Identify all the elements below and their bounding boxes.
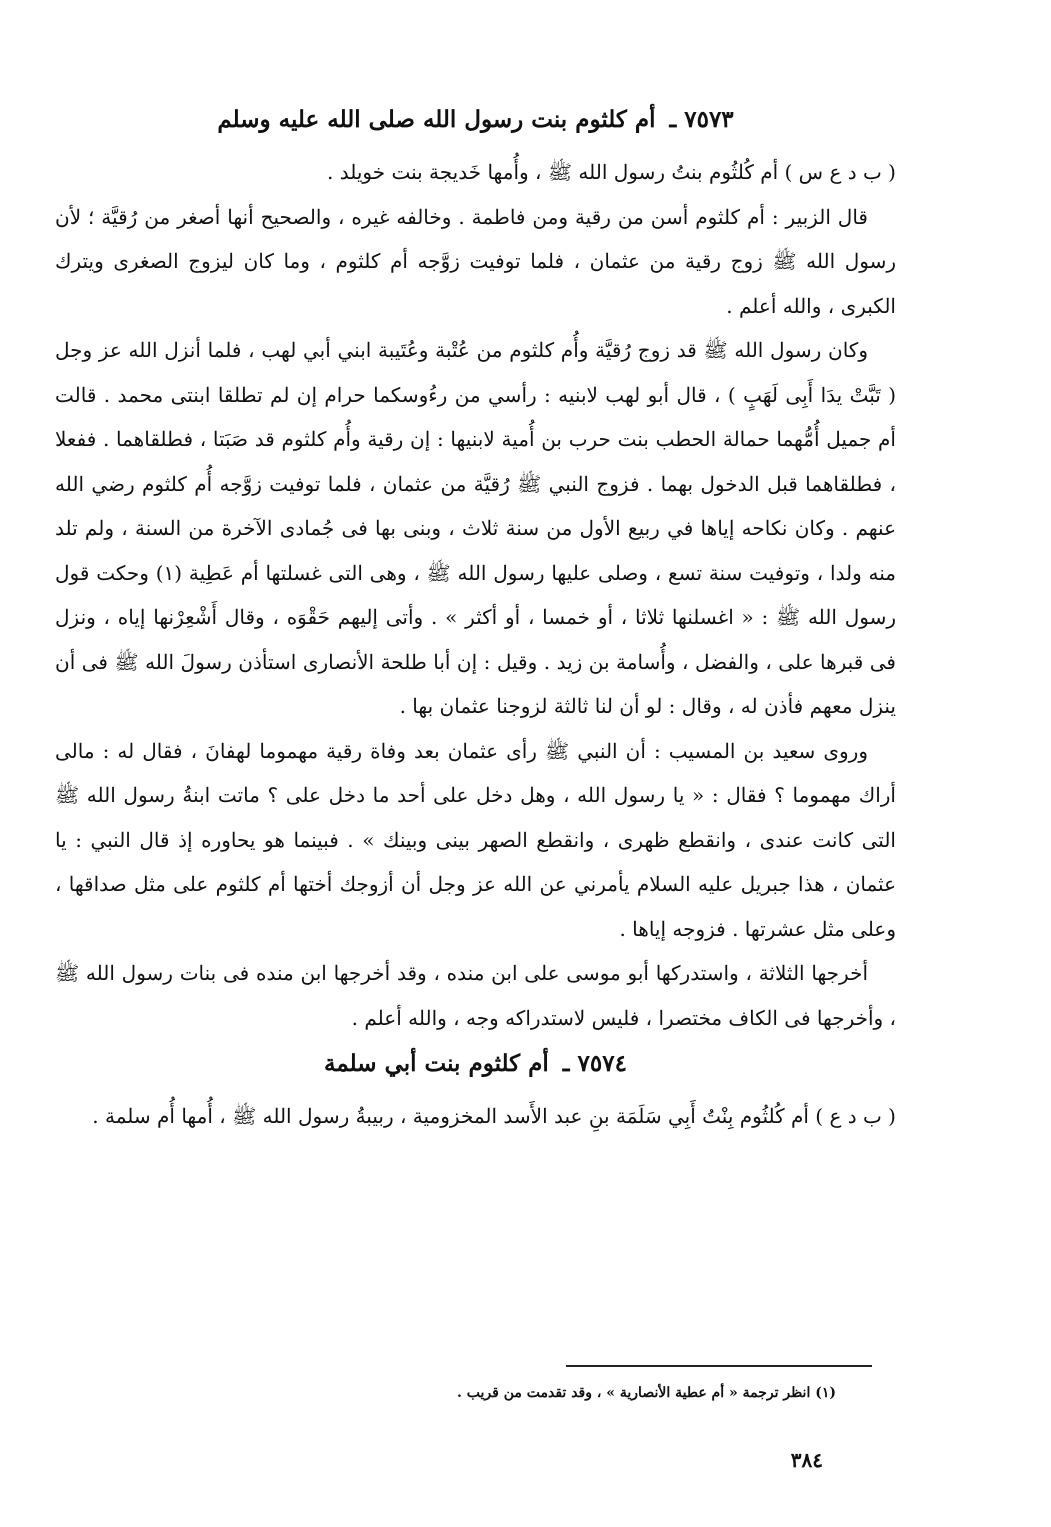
body-paragraph: وروى سعيد بن المسيب : أن النبي ﷺ رأى عثمان بعد وفاة رقية مهموما لهفانَ ، فقال له : مالى أراك مهموما ؟ فقال : « يا رسول الله ، وهل دخل على أحد ما دخل على ؟ ماتت ابنةُ رسول الله ﷺ التى كانت عندى ، وانقطع ظهرى ، وانقطع الصهر بينى وبينك » . فبينما هو يحاوره إذ قال النبي : يا عثمان ، هذا جبريل عليه السلام يأمرني عن الله عز وجل أن أزوجك أختها أم كلثوم على مثل صداقها ، وعلى مثل عشرتها . فزوجه إياها . <box>55 738 896 941</box>
entry-number: ٧٥٧٤ ـ <box>562 1050 627 1078</box>
footnote-divider <box>566 1365 872 1367</box>
footnote: (١) انظر ترجمة « أم عطية الأنصارية » ، وقد تقدمت من قريب . <box>457 1385 836 1401</box>
body-paragraph: وكان رسول الله ﷺ قد زوج رُقيَّة وأُم كلثوم من عُتْبة وعُتَيبة ابني أبي لهب ، فلما أنزل الله عز وجل ( تَبَّتْ يدَا أَبِى لَهَبٍ ) ، قال أبو لهب لابنيه : رأسي من رءُوسكما حرام إن لم تطلقا ابنتى محمد . قالت أم جميل أُمُّهما حمالة الحطب بنت حرب بن أُمية لابنيها : إن رقية وأُم كلثوم قد صَبَتا ، فطلقاهما . ففعلا ، فطلقاهما قبل الدخول بهما . فزوج النبي ﷺ رُقيَّة من عثمان ، فلما توفيت زوَّجه أُم كلثوم رضي الله عنهم . وكان نكاحه إياها في ربيع الأول من سنة ثلاث ، وبنى بها فى جُمادى الآخرة من السنة ، ولم تلد منه ولدا ، وتوفيت سنة تسع ، وصلى عليها رسول الله ﷺ ، وهى التى غسلتها أم عَطِية (١) وحكت قول رسول الله ﷺ : « اغسلنها ثلاثا ، أو خمسا ، أو أكثر » . وأتى إليهم حَقْوَه ، وقال أَشْعِرْنها إياه ، ونزل فى قبرها على ، والفضل ، وأُسامة بن زيد . وقيل : إن أبا طلحة الأنصارى استأذن رسولَ الله ﷺ فى أن ينزل معهم فأذن له ، وقال : لو أن لنا ثالثة لزوجنا عثمان بها . <box>55 338 897 719</box>
body-paragraph: أخرجها الثلاثة ، واستدركها أبو موسى على ابن منده ، وقد أخرجها ابن منده فى بنات رسول الله ﷺ ، وأخرجها فى الكاف مختصرا ، فليس لاستدراكه وجه ، والله أعلم . <box>55 961 896 1030</box>
entry-number: ٧٥٧٣ ـ <box>669 106 734 133</box>
body-paragraph: قال الزبير : أم كلثوم أسن من رقية ومن فاطمة . وخالفه غيره ، والصحيح أنها أصغر من رُقيَّة ؛ لأن رسول الله ﷺ زوج رقية من عثمان ، فلما توفيت زوَّجه أم كلثوم ، وما كان ليزوج الصغرى ويترك الكبرى ، والله أعلم . <box>55 204 896 318</box>
entry-title: أم كلثوم بنت أبي سلمة <box>324 1050 549 1078</box>
entry-intro-paragraph: ( ب د ع ) أم كُلثُوم بِنْتُ أَبِي سَلَمَة بنِ عبد الأَسد المخزومية ، ربيبةُ رسول الله ﷺ ، أُمها أُم سلمة . <box>92 1104 896 1129</box>
entry-heading-7574 <box>55 1048 896 1080</box>
entry-title: أم كلثوم بنت رسول الله صلى الله عليه وسلم <box>217 106 656 133</box>
page-number: ٣٨٤ <box>790 1448 823 1472</box>
entry-intro-paragraph: ( ب د ع س ) أم كُلثُوم بنتُ رسول الله ﷺ ، وأُمها خَديجة بنت خويلد . <box>326 160 896 185</box>
entry-heading-7573 <box>55 104 896 136</box>
